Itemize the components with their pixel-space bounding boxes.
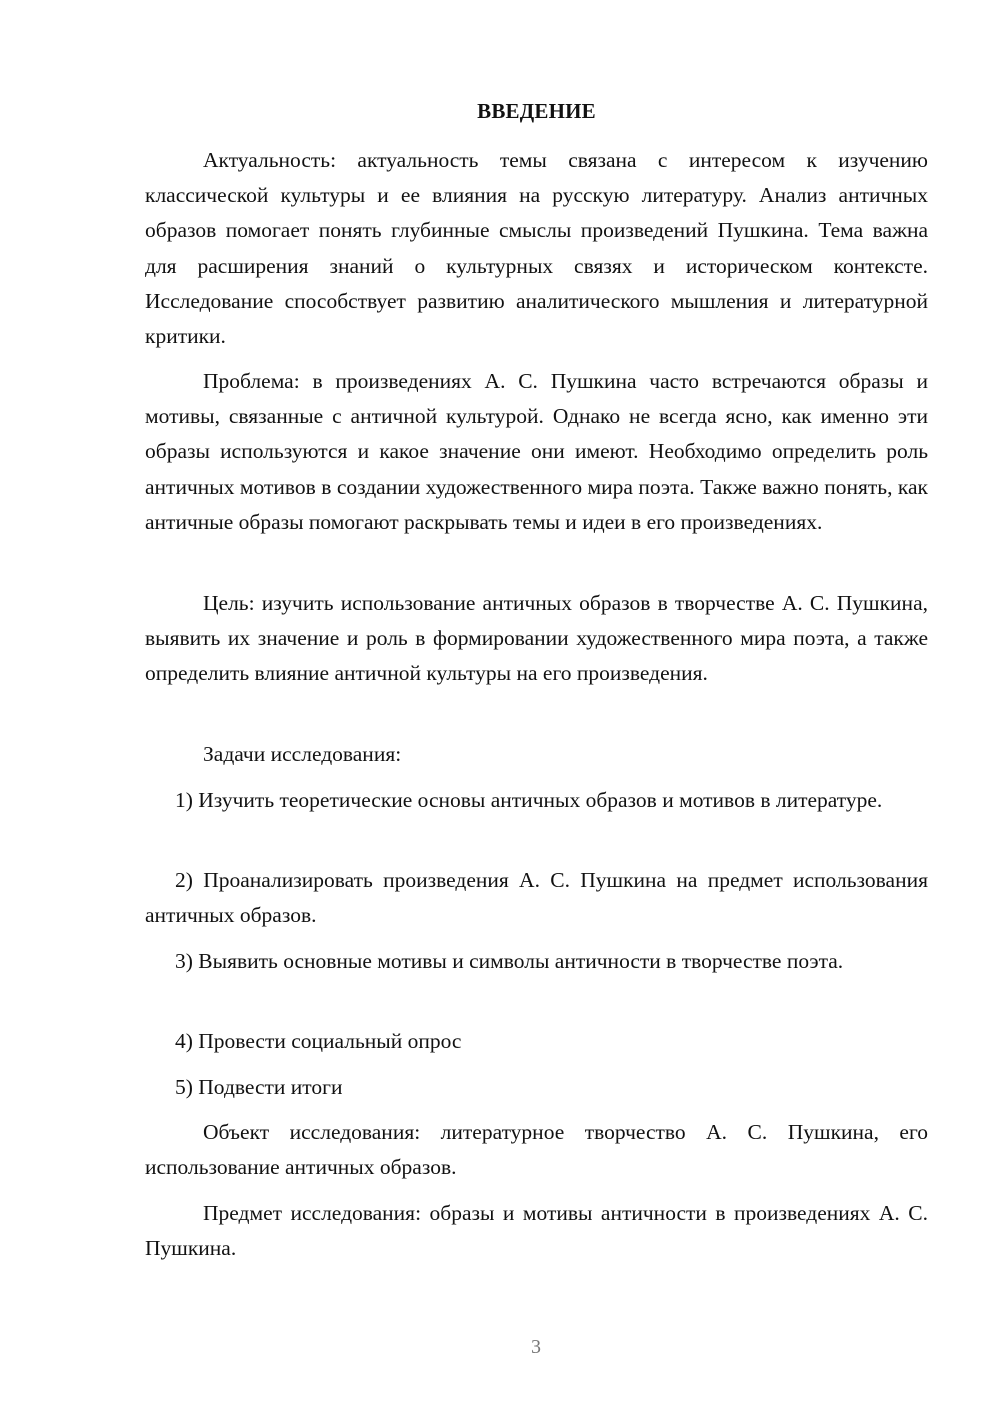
goal-paragraph: Цель: изучить использование античных образов в творчестве А. С. Пушкина, выявить их значение и роль в формировании художественного мира поэта, а также определить влияние античной культуры на его произведения. <box>145 591 928 686</box>
task-item-3: 3) Выявить основные мотивы и символы античности в творчестве поэта. <box>175 949 844 973</box>
relevance-paragraph: Актуальность: актуальность темы связана с интересом к изучению классической культуры и ее влияния на русскую литературу. Анализ античных образов помогает понять глубинные смыслы произведений Пушкина. Тема важна для расширения знаний о культурных связях и историческом контексте. Исследование способствует развитию аналитического мышления и литературной критики. <box>145 148 928 349</box>
task-item-2: 2) Проанализировать произведения А. С. Пушкина на предмет использования античных образов. <box>145 868 928 928</box>
tasks-heading: Задачи исследования: <box>203 742 402 766</box>
page-number: 3 <box>531 1336 541 1358</box>
object-paragraph: Объект исследования: литературное творчество А. С. Пушкина, его использование античных образов. <box>145 1120 928 1180</box>
subject-paragraph: Предмет исследования: образы и мотивы античности в произведениях А. С. Пушкина. <box>145 1201 928 1261</box>
task-item-1: 1) Изучить теоретические основы античных образов и мотивов в литературе. <box>175 788 883 812</box>
task-item-5: 5) Подвести итоги <box>175 1075 343 1099</box>
page-title: ВВЕДЕНИЕ <box>477 99 596 123</box>
task-item-4: 4) Провести социальный опрос <box>175 1029 462 1053</box>
problem-paragraph: Проблема: в произведениях А. С. Пушкина часто встречаются образы и мотивы, связанные с античной культурой. Однако не всегда ясно, как именно эти образы используются и какое значение они имеют. Необходимо определить роль античных мотивов в создании художественного мира поэта. Также важно понять, как античные образы помогают раскрывать темы и идеи в его произведениях. <box>145 369 928 534</box>
